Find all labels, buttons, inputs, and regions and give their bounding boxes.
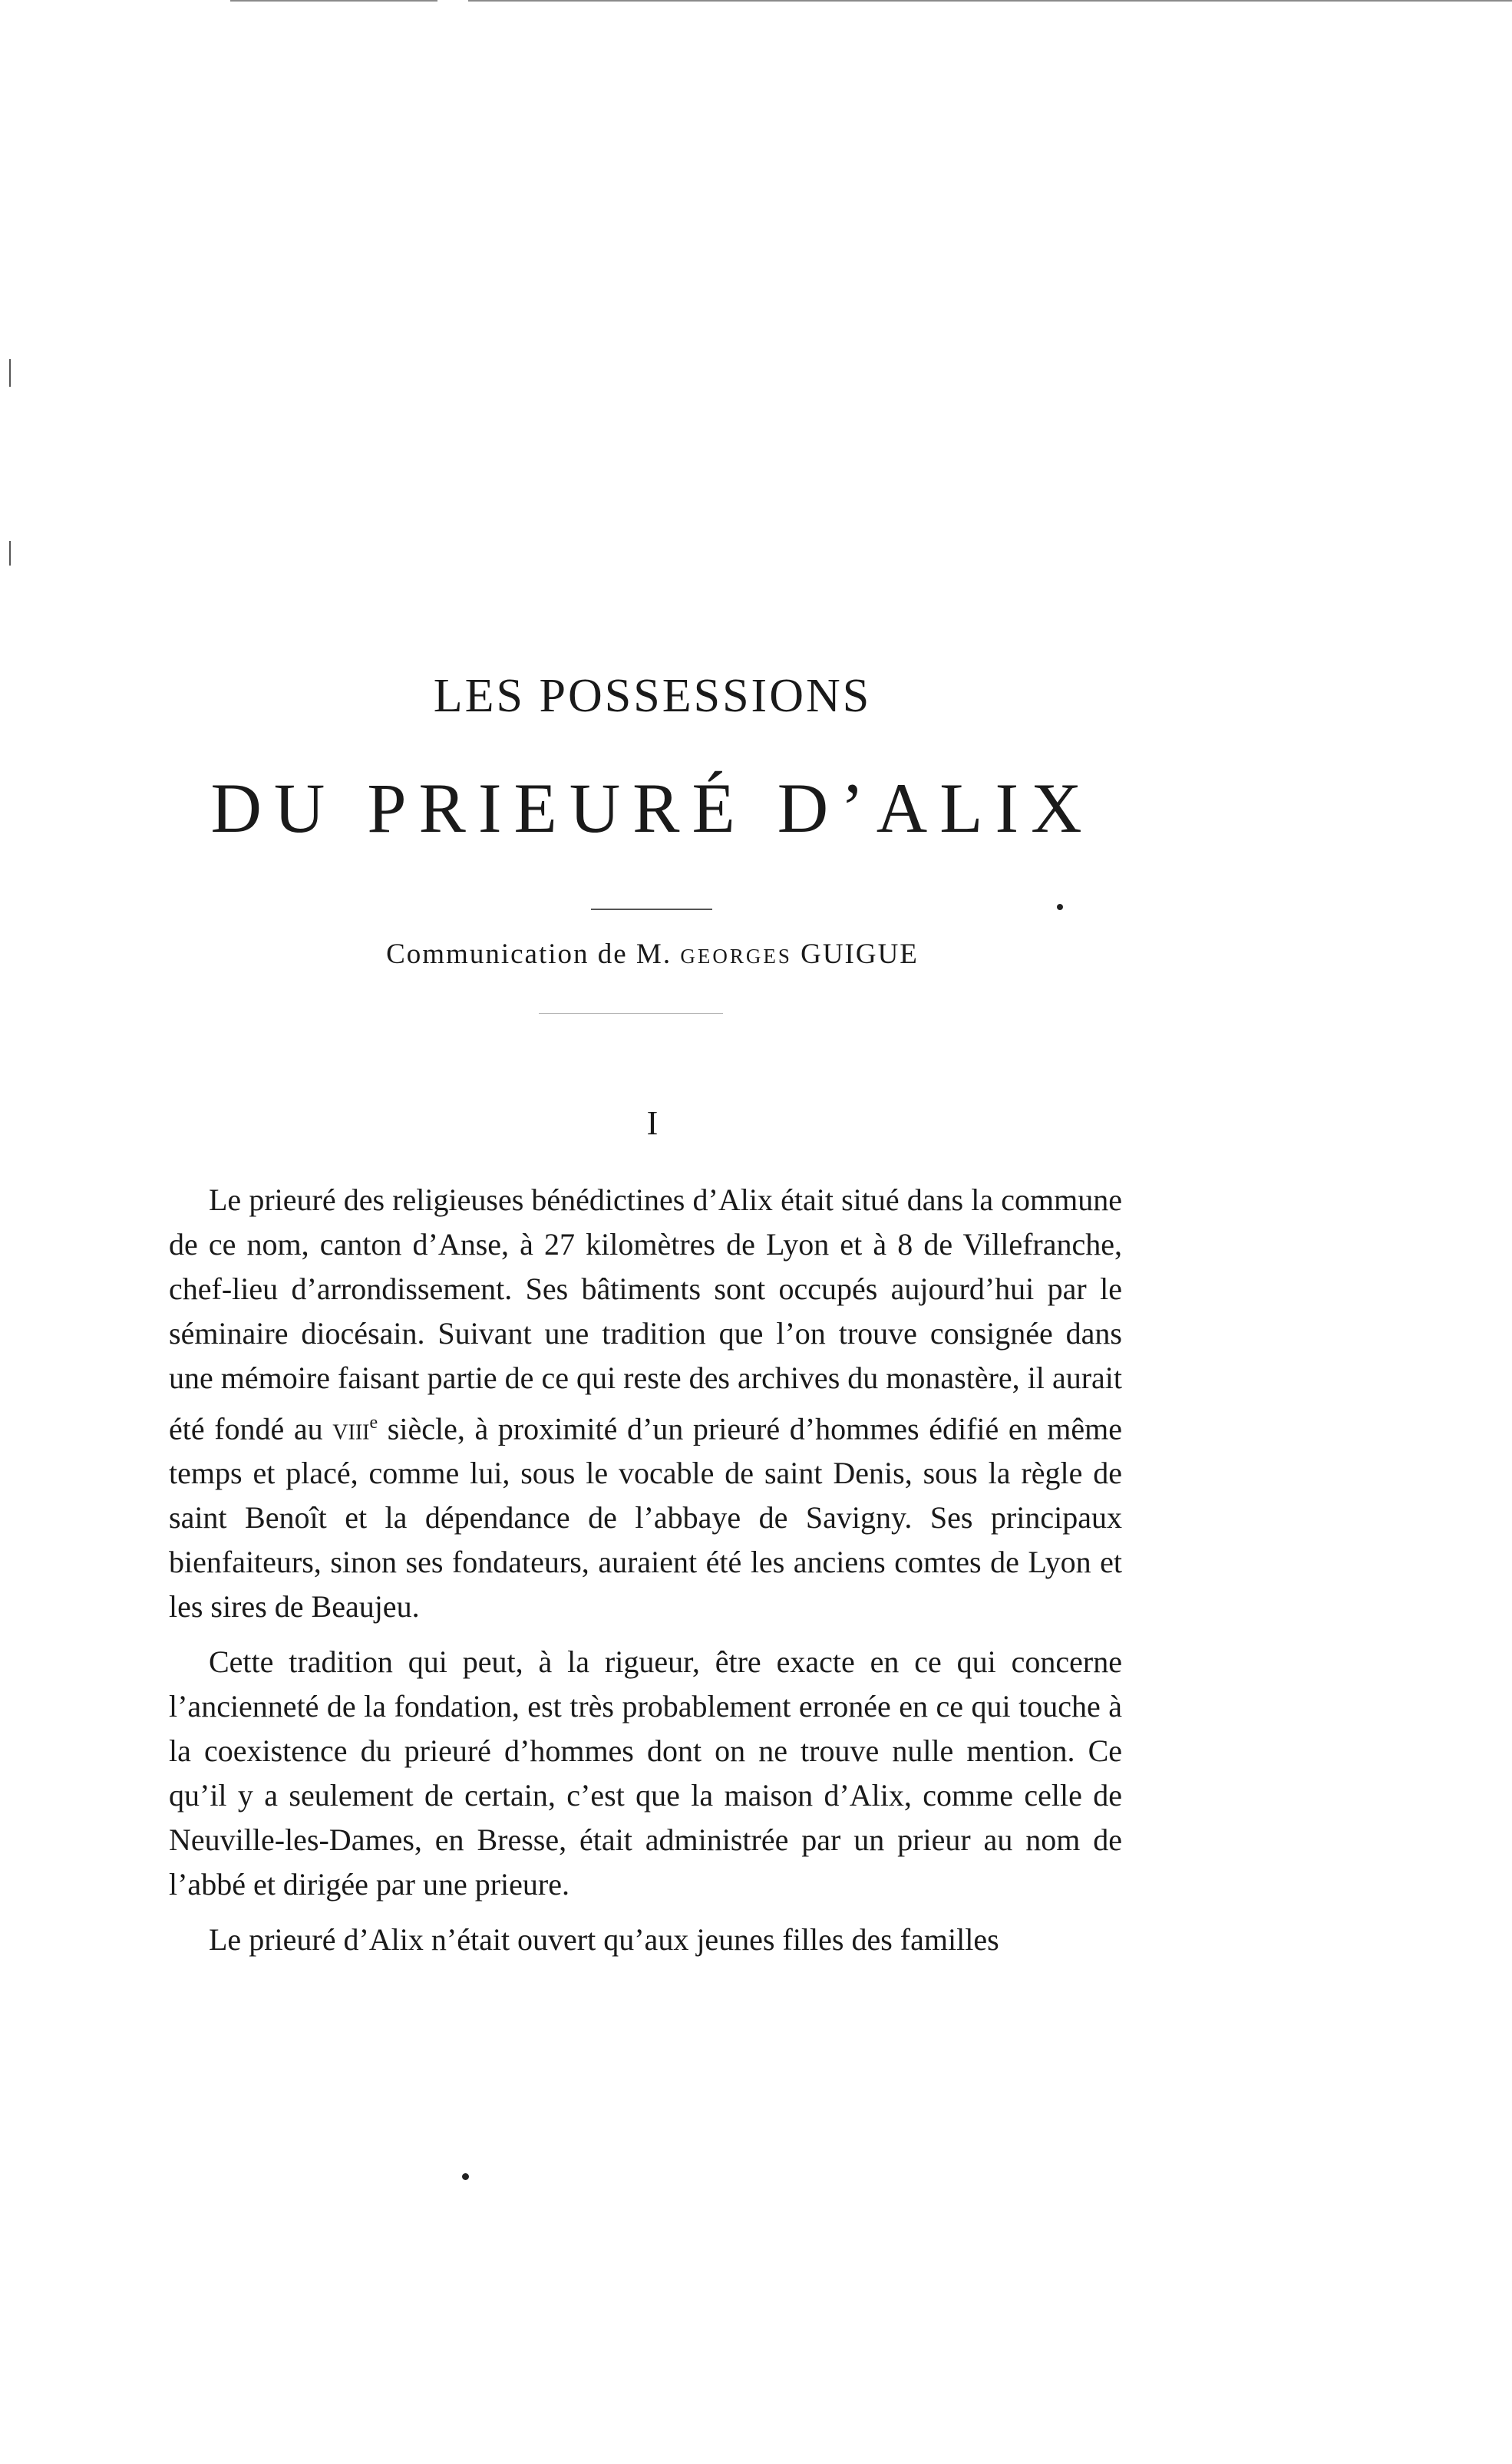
paragraph-1	[169, 1178, 1122, 1629]
century-superscript: e	[369, 1413, 378, 1433]
stray-dot	[462, 2173, 469, 2180]
byline-separator-rule	[539, 1013, 723, 1014]
margin-dot	[1057, 904, 1063, 910]
body-text	[169, 1178, 1122, 1973]
paragraph-2: Cette tradition qui peut, à la rigueur, être exacte en ce qui concerne l’ancienneté de la fondation, est très probablement erronée en ce qui touche à la coexistence du prieuré d’hommes dont on ne trouve nulle mention. Ce qu’il y a seulement de certain, c’est que la maison d’Alix, comme celle de Neuville-les-Dames, en Bresse, était administrée par un prieur au nom de l’abbé et dirigée par une prieure.	[169, 1644, 1122, 1902]
paragraph-1-text-before: Le prieuré des religieuses bénédictines d’Alix était situé dans la commune de ce nom, canton d’Anse, à 27 kilomètres de Lyon et à 8 de Villefranche, chef-lieu d’arrondissement. Ses bâtiments sont occupés aujourd’hui par le séminaire diocésain. Suivant une tradition que l’on trouve consignée dans une mémoire faisant partie de ce qui reste des archives du monastère, il aurait été fondé au	[169, 1183, 1122, 1446]
paragraph-1-text-after: siècle, à proximité d’un prieuré d’hommes édifié en même temps et placé, comme lui, sous le vocable de saint Denis, sous la règle de saint Benoît et la dépendance de l’abbaye de Savigny. Ses principaux bienfaiteurs, sinon ses fondateurs, auraient été les anciens comtes de Lyon et les sires de Beaujeu.	[169, 1411, 1123, 1625]
margin-mark	[9, 541, 11, 566]
section-number: I	[646, 1104, 659, 1142]
title-line-2: DU PRIEURÉ D’ALIX	[210, 769, 1094, 847]
top-edge-rule	[468, 0, 1512, 2]
title-line-1: LES POSSESSIONS	[433, 670, 872, 722]
top-edge-rule	[230, 0, 437, 2]
byline-last-name: GUIGUE	[801, 938, 919, 970]
margin-mark	[9, 359, 11, 387]
byline-prefix: Communication de M.	[386, 938, 672, 970]
byline-first-name: GEORGES	[680, 945, 792, 968]
paragraph-3: Le prieuré d’Alix n’était ouvert qu’aux jeunes filles des familles	[209, 1922, 999, 1958]
century-numeral: viii	[332, 1411, 370, 1446]
byline	[0, 938, 1305, 971]
title-separator-rule	[591, 909, 712, 910]
